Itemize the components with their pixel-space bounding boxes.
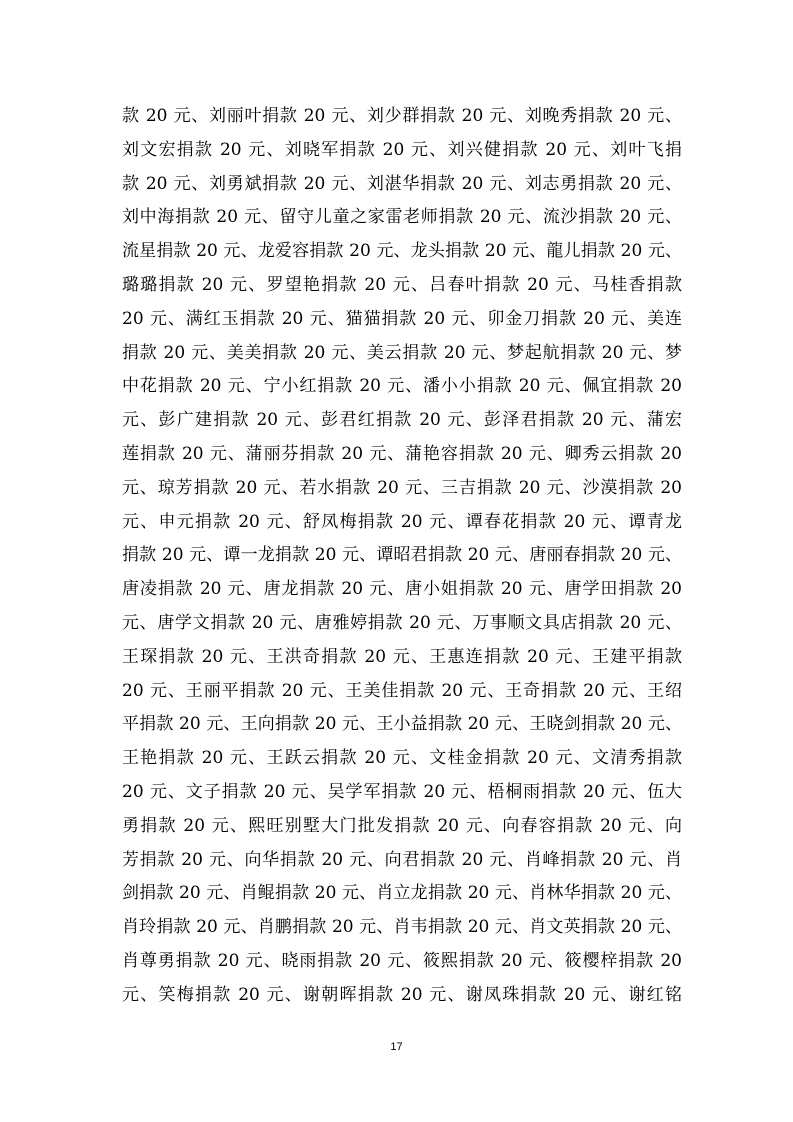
text-line: 平捐款 20 元、王向捐款 20 元、王小益捐款 20 元、王晓剑捐款 20 元、 (122, 714, 682, 735)
text-line: 20 元、王丽平捐款 20 元、王美佳捐款 20 元、王奇捐款 20 元、王绍 (122, 680, 682, 701)
text-line: 王琛捐款 20 元、王洪奇捐款 20 元、王惠连捐款 20 元、王建平捐款 (122, 646, 682, 667)
text-line: 元、申元捐款 20 元、舒凤梅捐款 20 元、谭春花捐款 20 元、谭青龙 (122, 511, 682, 532)
text-line: 捐款 20 元、美美捐款 20 元、美云捐款 20 元、梦起航捐款 20 元、梦 (122, 342, 682, 363)
text-line: 莲捐款 20 元、蒲丽芬捐款 20 元、蒲艳容捐款 20 元、卿秀云捐款 20 (122, 443, 682, 464)
donation-list-text (122, 100, 682, 1013)
text-line: 元、笑梅捐款 20 元、谢朝晖捐款 20 元、谢凤珠捐款 20 元、谢红铭 (122, 984, 682, 1005)
text-line: 元、琼芳捐款 20 元、若水捐款 20 元、三吉捐款 20 元、沙漠捐款 20 (122, 477, 682, 498)
text-line: 肖玲捐款 20 元、肖鹏捐款 20 元、肖韦捐款 20 元、肖文英捐款 20 元、 (122, 917, 682, 938)
text-line: 中花捐款 20 元、宁小红捐款 20 元、潘小小捐款 20 元、佩宜捐款 20 (122, 376, 682, 397)
text-line: 刘中海捐款 20 元、留守儿童之家雷老师捐款 20 元、流沙捐款 20 元、 (122, 207, 682, 228)
text-line: 唐凌捐款 20 元、唐龙捐款 20 元、唐小姐捐款 20 元、唐学田捐款 20 (122, 579, 682, 600)
text-line: 刘文宏捐款 20 元、刘晓军捐款 20 元、刘兴健捐款 20 元、刘叶飞捐 (122, 139, 682, 160)
text-line: 捐款 20 元、谭一龙捐款 20 元、谭昭君捐款 20 元、唐丽春捐款 20 元、 (122, 545, 682, 566)
text-line: 肖尊勇捐款 20 元、晓雨捐款 20 元、筱熙捐款 20 元、筱樱梓捐款 20 (122, 950, 682, 971)
text-line: 璐璐捐款 20 元、罗望艳捐款 20 元、吕春叶捐款 20 元、马桂香捐款 (122, 274, 682, 295)
text-line: 20 元、满红玉捐款 20 元、猫猫捐款 20 元、卯金刀捐款 20 元、美连 (122, 308, 682, 329)
text-line: 流星捐款 20 元、龙爱容捐款 20 元、龙头捐款 20 元、龍儿捐款 20 元、 (122, 241, 682, 262)
page-number: 17 (390, 1041, 403, 1053)
text-line: 20 元、文子捐款 20 元、吴学军捐款 20 元、梧桐雨捐款 20 元、伍大 (122, 781, 682, 802)
text-line: 元、唐学文捐款 20 元、唐雅婷捐款 20 元、万事顺文具店捐款 20 元、 (122, 612, 682, 633)
text-line: 芳捐款 20 元、向华捐款 20 元、向君捐款 20 元、肖峰捐款 20 元、肖 (122, 849, 682, 870)
text-line: 剑捐款 20 元、肖鲲捐款 20 元、肖立龙捐款 20 元、肖林华捐款 20 元、 (122, 883, 682, 904)
text-line: 款 20 元、刘丽叶捐款 20 元、刘少群捐款 20 元、刘晚秀捐款 20 元、 (122, 106, 682, 126)
text-line: 元、彭广建捐款 20 元、彭君红捐款 20 元、彭泽君捐款 20 元、蒲宏 (122, 410, 682, 431)
text-line: 款 20 元、刘勇斌捐款 20 元、刘湛华捐款 20 元、刘志勇捐款 20 元、 (122, 173, 682, 194)
text-line: 勇捐款 20 元、熙旺别墅大门批发捐款 20 元、向春容捐款 20 元、向 (122, 815, 682, 836)
text-line: 王艳捐款 20 元、王跃云捐款 20 元、文桂金捐款 20 元、文清秀捐款 (122, 748, 682, 769)
